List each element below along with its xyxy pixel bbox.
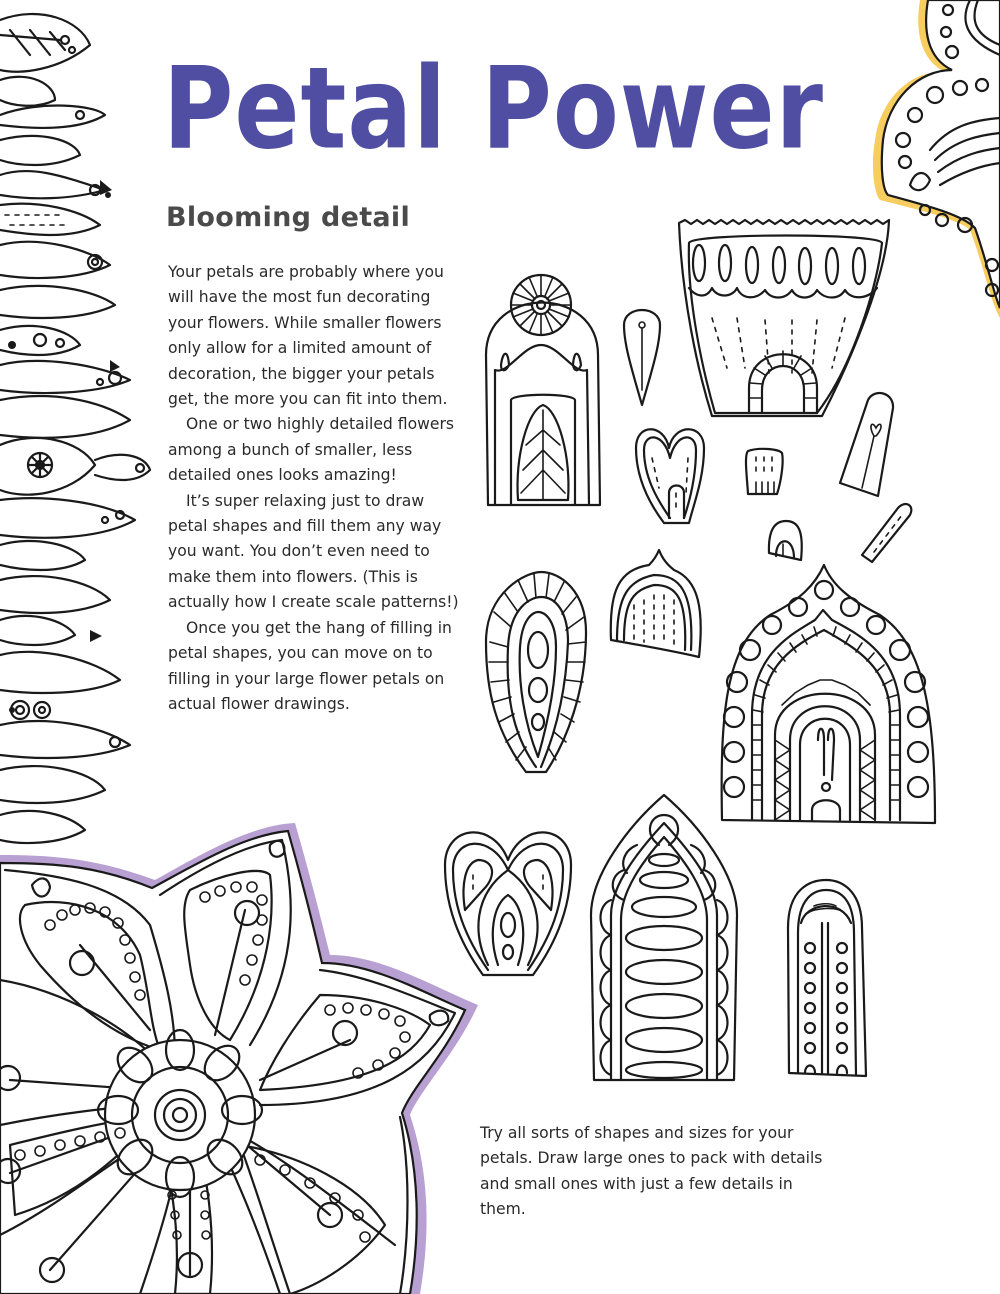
petal-thin-heart-illustration: [838, 388, 898, 500]
petal-onion-dome-illustration: [609, 550, 704, 660]
purple-mandala-flower-illustration: [0, 815, 480, 1294]
petal-small-striped-illustration: [744, 447, 786, 497]
petal-striped-teardrop-illustration: [486, 572, 591, 777]
caption-text: Try all sorts of shapes and sizes for your petals. Draw large ones to pack with details and small ones with just a few details in them.: [480, 1124, 823, 1219]
paragraph-2: One or two highly detailed flowers among a bunch of smaller, less detailed ones looks amazing!: [168, 415, 455, 485]
petal-large-dome-circles-illustration: [720, 565, 940, 827]
paragraph-4: Once you get the hang of filling in petal shapes, you can move on to filling in your large flower petals on actual flower drawings.: [168, 618, 452, 713]
section-subtitle: Blooming detail: [166, 202, 411, 233]
doodle-border-illustration: [0, 0, 160, 860]
petal-teardrop-small-illustration: [622, 300, 662, 410]
paragraph-3: It’s super relaxing just to draw petal shapes and fill them any way you want. You don’t even need to make them into flowers. (This is actually how I create scale patterns!): [168, 491, 459, 612]
paragraph-1: Your petals are probably where you will have the most fun decorating your flowers. While smaller flowers only allow for a limited amount of decoration, the bigger your petals get, the more you can fit into them.: [168, 263, 448, 409]
page-title: Petal Power: [163, 42, 824, 175]
petal-thin-dashed-illustration: [860, 500, 915, 565]
petal-arch-sunburst-illustration: [483, 265, 603, 510]
petal-small-arch-illustration: [766, 518, 806, 563]
petal-rounded-dots-illustration: [786, 878, 866, 1080]
body-text: [168, 260, 468, 717]
petal-heart-dotted-illustration: [634, 418, 706, 528]
petal-pointed-arch-ovals-illustration: [589, 795, 739, 1085]
